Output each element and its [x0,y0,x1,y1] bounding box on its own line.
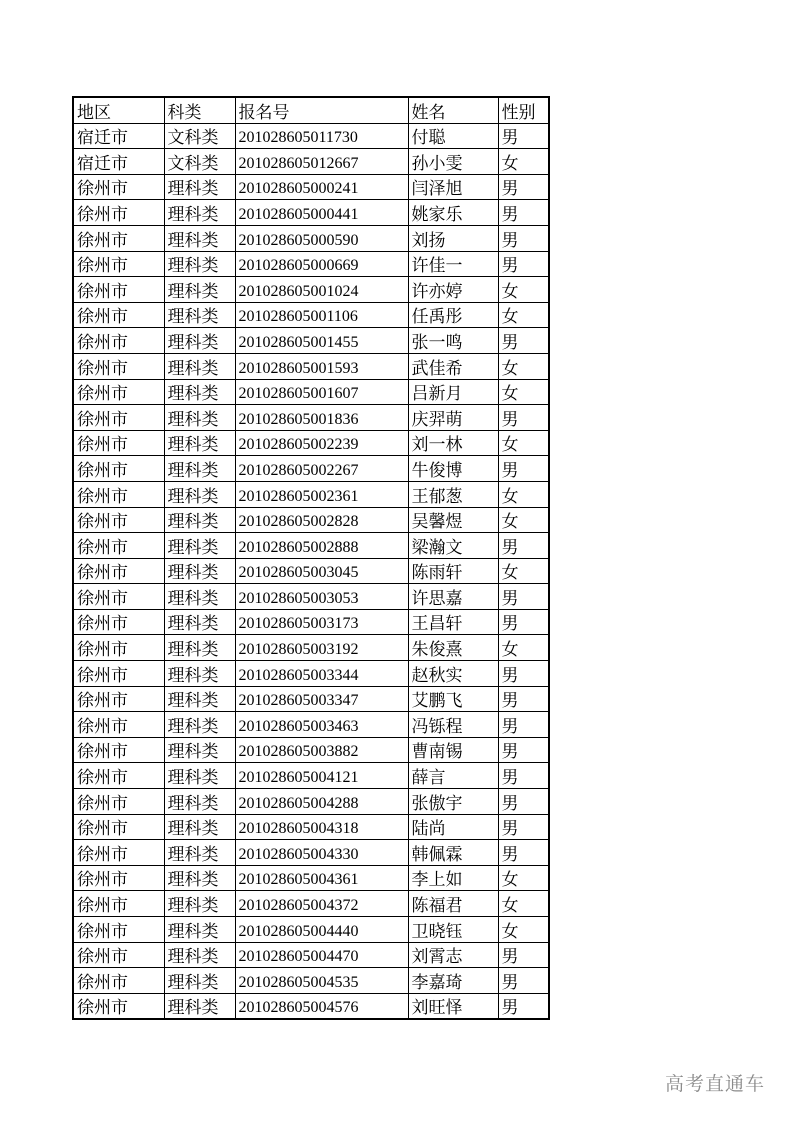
cell-registration-number: 201028605004470 [235,942,408,968]
cell-region: 徐州市 [73,917,164,943]
cell-name: 张一鸣 [408,328,498,354]
cell-gender: 女 [498,481,549,507]
table-row [73,507,549,533]
cell-category: 理科类 [164,379,235,405]
cell-region: 徐州市 [73,277,164,303]
cell-region: 徐州市 [73,993,164,1019]
cell-region: 徐州市 [73,763,164,789]
cell-gender: 女 [498,379,549,405]
cell-gender: 女 [498,865,549,891]
header-cell-registration-number: 报名号 [235,97,408,123]
header-cell-region: 地区 [73,97,164,123]
cell-name: 赵秋实 [408,661,498,687]
table-row [73,405,549,431]
cell-category: 理科类 [164,968,235,994]
cell-registration-number: 201028605004372 [235,891,408,917]
cell-name: 王昌轩 [408,609,498,635]
cell-registration-number: 201028605001024 [235,277,408,303]
table-row [73,379,549,405]
cell-name: 王郁葱 [408,481,498,507]
cell-registration-number: 201028605001455 [235,328,408,354]
table-row [73,149,549,175]
cell-category: 理科类 [164,865,235,891]
cell-name: 刘一林 [408,430,498,456]
cell-gender: 女 [498,302,549,328]
table-row [73,712,549,738]
header-cell-name: 姓名 [408,97,498,123]
table-row [73,558,549,584]
cell-region: 徐州市 [73,456,164,482]
cell-name: 武佳希 [408,353,498,379]
cell-category: 理科类 [164,891,235,917]
table-row [73,917,549,943]
cell-category: 理科类 [164,405,235,431]
table-row [73,200,549,226]
table-row [73,609,549,635]
cell-registration-number: 201028605003045 [235,558,408,584]
cell-gender: 女 [498,277,549,303]
candidate-table [72,96,550,1020]
cell-region: 徐州市 [73,968,164,994]
cell-category: 理科类 [164,533,235,559]
cell-registration-number: 201028605004288 [235,789,408,815]
header-cell-gender: 性别 [498,97,549,123]
cell-gender: 男 [498,968,549,994]
cell-region: 徐州市 [73,302,164,328]
cell-name: 冯铄程 [408,712,498,738]
cell-name: 艾鹏飞 [408,686,498,712]
cell-name: 薛言 [408,763,498,789]
cell-region: 徐州市 [73,430,164,456]
cell-gender: 男 [498,405,549,431]
cell-gender: 男 [498,328,549,354]
cell-region: 徐州市 [73,379,164,405]
table-row [73,174,549,200]
cell-registration-number: 201028605000441 [235,200,408,226]
cell-region: 徐州市 [73,584,164,610]
cell-registration-number: 201028605002239 [235,430,408,456]
cell-gender: 男 [498,661,549,687]
cell-category: 理科类 [164,609,235,635]
cell-region: 徐州市 [73,200,164,226]
cell-name: 曹南锡 [408,737,498,763]
cell-region: 徐州市 [73,840,164,866]
cell-name: 陆尚 [408,814,498,840]
cell-registration-number: 201028605003344 [235,661,408,687]
cell-category: 理科类 [164,558,235,584]
cell-gender: 男 [498,737,549,763]
cell-registration-number: 201028605001836 [235,405,408,431]
cell-category: 理科类 [164,993,235,1019]
cell-region: 宿迁市 [73,123,164,149]
cell-region: 徐州市 [73,225,164,251]
cell-category: 理科类 [164,277,235,303]
table-row [73,763,549,789]
cell-region: 徐州市 [73,609,164,635]
cell-registration-number: 201028605002267 [235,456,408,482]
cell-region: 徐州市 [73,174,164,200]
cell-category: 理科类 [164,225,235,251]
cell-region: 徐州市 [73,405,164,431]
table-row [73,686,549,712]
table-row [73,456,549,482]
cell-gender: 女 [498,917,549,943]
cell-gender: 女 [498,635,549,661]
cell-registration-number: 201028605000590 [235,225,408,251]
table-row [73,814,549,840]
cell-name: 李上如 [408,865,498,891]
table-row [73,993,549,1019]
table-row [73,968,549,994]
table-row [73,942,549,968]
cell-registration-number: 201028605012667 [235,149,408,175]
cell-gender: 女 [498,430,549,456]
cell-category: 理科类 [164,686,235,712]
cell-name: 卫晓钰 [408,917,498,943]
cell-category: 理科类 [164,302,235,328]
cell-registration-number: 201028605002828 [235,507,408,533]
cell-name: 陈雨轩 [408,558,498,584]
cell-region: 徐州市 [73,865,164,891]
cell-gender: 男 [498,840,549,866]
cell-registration-number: 201028605003173 [235,609,408,635]
cell-name: 张傲宇 [408,789,498,815]
cell-registration-number: 201028605000669 [235,251,408,277]
cell-category: 文科类 [164,123,235,149]
cell-region: 徐州市 [73,891,164,917]
cell-registration-number: 201028605000241 [235,174,408,200]
cell-category: 理科类 [164,635,235,661]
cell-gender: 男 [498,993,549,1019]
cell-name: 刘旺怿 [408,993,498,1019]
cell-registration-number: 201028605003053 [235,584,408,610]
cell-region: 徐州市 [73,251,164,277]
cell-registration-number: 201028605003192 [235,635,408,661]
table-row [73,430,549,456]
table-row [73,481,549,507]
table-row [73,737,549,763]
cell-registration-number: 201028605004576 [235,993,408,1019]
cell-name: 梁瀚文 [408,533,498,559]
cell-registration-number: 201028605003882 [235,737,408,763]
table-body [73,97,549,1019]
cell-region: 徐州市 [73,558,164,584]
cell-category: 理科类 [164,481,235,507]
cell-registration-number: 201028605001106 [235,302,408,328]
table-row [73,891,549,917]
cell-registration-number: 201028605004535 [235,968,408,994]
cell-name: 刘霄志 [408,942,498,968]
cell-category: 理科类 [164,737,235,763]
cell-category: 理科类 [164,712,235,738]
cell-region: 徐州市 [73,814,164,840]
cell-registration-number: 201028605002361 [235,481,408,507]
cell-registration-number: 201028605004330 [235,840,408,866]
cell-gender: 男 [498,712,549,738]
table-row [73,123,549,149]
cell-name: 付聪 [408,123,498,149]
cell-registration-number: 201028605003347 [235,686,408,712]
cell-gender: 男 [498,584,549,610]
table-row [73,840,549,866]
cell-name: 姚家乐 [408,200,498,226]
table-row [73,533,549,559]
cell-category: 文科类 [164,149,235,175]
cell-gender: 男 [498,456,549,482]
cell-gender: 男 [498,763,549,789]
cell-category: 理科类 [164,789,235,815]
cell-category: 理科类 [164,353,235,379]
table-row [73,277,549,303]
cell-region: 徐州市 [73,712,164,738]
cell-name: 孙小雯 [408,149,498,175]
cell-name: 朱俊熹 [408,635,498,661]
cell-name: 李嘉琦 [408,968,498,994]
cell-gender: 女 [498,149,549,175]
cell-region: 徐州市 [73,635,164,661]
cell-region: 徐州市 [73,942,164,968]
cell-gender: 男 [498,225,549,251]
cell-registration-number: 201028605004361 [235,865,408,891]
cell-gender: 男 [498,174,549,200]
cell-region: 徐州市 [73,686,164,712]
cell-region: 徐州市 [73,507,164,533]
cell-region: 徐州市 [73,353,164,379]
cell-category: 理科类 [164,814,235,840]
cell-category: 理科类 [164,584,235,610]
watermark-text: 高考直通车 [664,1073,765,1095]
cell-gender: 男 [498,123,549,149]
cell-registration-number: 201028605001607 [235,379,408,405]
table-row [73,584,549,610]
cell-registration-number: 201028605011730 [235,123,408,149]
cell-gender: 女 [498,891,549,917]
cell-name: 许思嘉 [408,584,498,610]
cell-name: 韩佩霖 [408,840,498,866]
cell-gender: 男 [498,200,549,226]
table-row [73,635,549,661]
cell-category: 理科类 [164,251,235,277]
header-cell-category: 科类 [164,97,235,123]
cell-category: 理科类 [164,200,235,226]
cell-category: 理科类 [164,661,235,687]
cell-registration-number: 201028605004318 [235,814,408,840]
cell-gender: 男 [498,942,549,968]
cell-gender: 男 [498,533,549,559]
cell-gender: 女 [498,558,549,584]
cell-region: 徐州市 [73,661,164,687]
table-row [73,865,549,891]
cell-registration-number: 201028605001593 [235,353,408,379]
cell-gender: 女 [498,353,549,379]
cell-region: 徐州市 [73,789,164,815]
cell-registration-number: 201028605002888 [235,533,408,559]
cell-category: 理科类 [164,174,235,200]
cell-gender: 男 [498,814,549,840]
cell-gender: 男 [498,609,549,635]
header-row [73,97,549,123]
cell-name: 吕新月 [408,379,498,405]
table-row [73,302,549,328]
table-row [73,789,549,815]
cell-name: 闫泽旭 [408,174,498,200]
cell-registration-number: 201028605004121 [235,763,408,789]
cell-category: 理科类 [164,763,235,789]
cell-name: 许佳一 [408,251,498,277]
cell-name: 任禹彤 [408,302,498,328]
cell-region: 徐州市 [73,328,164,354]
cell-category: 理科类 [164,328,235,354]
table-row [73,353,549,379]
cell-category: 理科类 [164,456,235,482]
table-row [73,328,549,354]
cell-name: 刘扬 [408,225,498,251]
table-row [73,225,549,251]
cell-category: 理科类 [164,507,235,533]
cell-name: 陈福君 [408,891,498,917]
cell-name: 许亦婷 [408,277,498,303]
cell-registration-number: 201028605004440 [235,917,408,943]
cell-gender: 男 [498,251,549,277]
cell-region: 宿迁市 [73,149,164,175]
table-row [73,661,549,687]
cell-region: 徐州市 [73,737,164,763]
cell-name: 庆羿萌 [408,405,498,431]
cell-name: 牛俊博 [408,456,498,482]
cell-category: 理科类 [164,430,235,456]
cell-category: 理科类 [164,917,235,943]
table-row [73,251,549,277]
cell-name: 吴馨煜 [408,507,498,533]
cell-region: 徐州市 [73,481,164,507]
cell-gender: 男 [498,789,549,815]
cell-category: 理科类 [164,840,235,866]
cell-gender: 女 [498,507,549,533]
cell-gender: 男 [498,686,549,712]
cell-registration-number: 201028605003463 [235,712,408,738]
cell-category: 理科类 [164,942,235,968]
cell-region: 徐州市 [73,533,164,559]
